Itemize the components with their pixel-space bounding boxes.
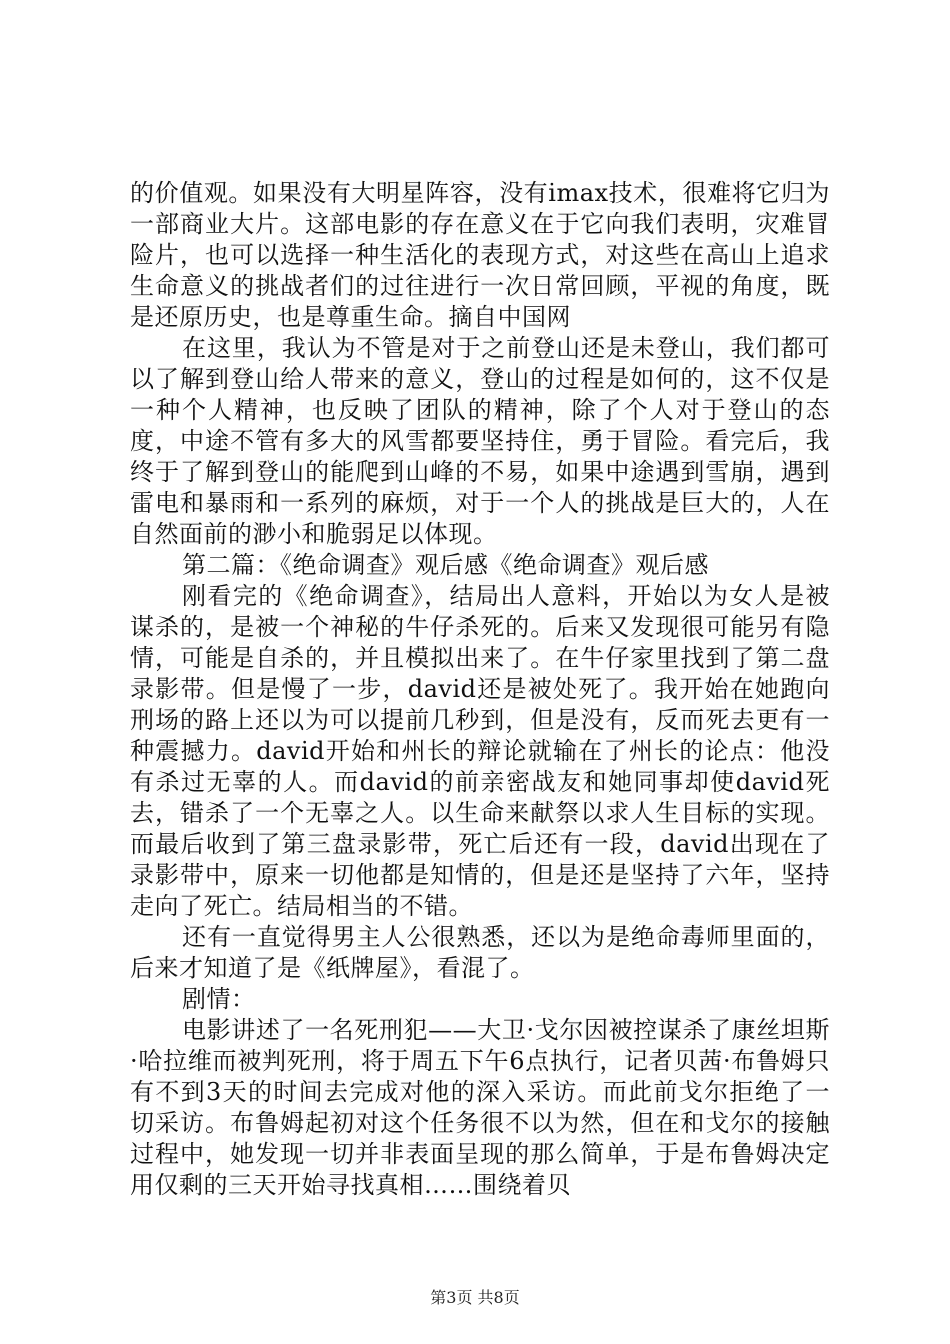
section-heading: 第二篇：《绝命调查》观后感《绝命调查》观后感 xyxy=(182,551,709,579)
document-body xyxy=(130,178,830,1201)
paragraph-continuation: 的价值观。如果没有大明星阵容，没有imax技术，很难将它归为一部商业大片。这部电影的存在意义在于它向我们表明，灾难冒险片，也可以选择一种生活化的表现方式，对这些在高山上追求生命意义的挑战者们的过往进行一次日常回顾，平视的角度，既是还原历史，也是尊重生命。摘自中国网 xyxy=(130,179,830,331)
paragraph-review: 刚看完的《绝命调查》，结局出人意料，开始以为女人是被谋杀的，是被一个神秘的牛仔杀死的。后来又发现很可能另有隐情，可能是自杀的，并且模拟出来了。在牛仔家里找到了第二盘录影带。但是慢了一步，david还是被处死了。我开始在她跑向刑场的路上还以为可以提前几秒到，但是没有，反而死去更有一种震撼力。david开始和州长的辩论就输在了州长的论点：他没有杀过无辜的人。而david的前亲密战友和她同事却使david死去，错杀了一个无辜之人。以生命来献祭以求人生目标的实现。而最后收到了第三盘录影带，死亡后还有一段，david出现在了录影带中，原来一切他都是知情的，但是还是坚持了六年，坚持走向了死亡。结局相当的不错。 xyxy=(130,582,830,920)
paragraph-mountain-climbing: 在这里，我认为不管是对于之前登山还是未登山，我们都可以了解到登山给人带来的意义，登山的过程是如何的，这不仅是一种个人精神，也反映了团队的精神，除了个人对于登山的态度，中途不管有多大的风雪都要坚持住，勇于冒险。看完后，我终于了解到登山的能爬到山峰的不易，如果中途遇到雪崩，遇到雷电和暴雨和一系列的麻烦，对于一个人的挑战是巨大的，人在自然面前的渺小和脆弱足以体现。 xyxy=(130,334,830,548)
plot-label: 剧情： xyxy=(182,985,256,1013)
paragraph-actor-note: 还有一直觉得男主人公很熟悉，还以为是绝命毒师里面的，后来才知道了是《纸牌屋》，看混了。 xyxy=(130,923,830,982)
paragraph-plot: 电影讲述了一名死刑犯——大卫·戈尔因被控谋杀了康丝坦斯·哈拉维而被判死刑，将于周五下午6点执行，记者贝茜·布鲁姆只有不到3天的时间去完成对他的深入采访。而此前戈尔拒绝了一切采访。布鲁姆起初对这个任务很不以为然，但在和戈尔的接触过程中，她发现一切并非表面呈现的那么简单，于是布鲁姆决定用仅剩的三天开始寻找真相……围绕着贝 xyxy=(130,1016,830,1199)
page-number-footer: 第3页 共8页 xyxy=(430,1288,520,1307)
